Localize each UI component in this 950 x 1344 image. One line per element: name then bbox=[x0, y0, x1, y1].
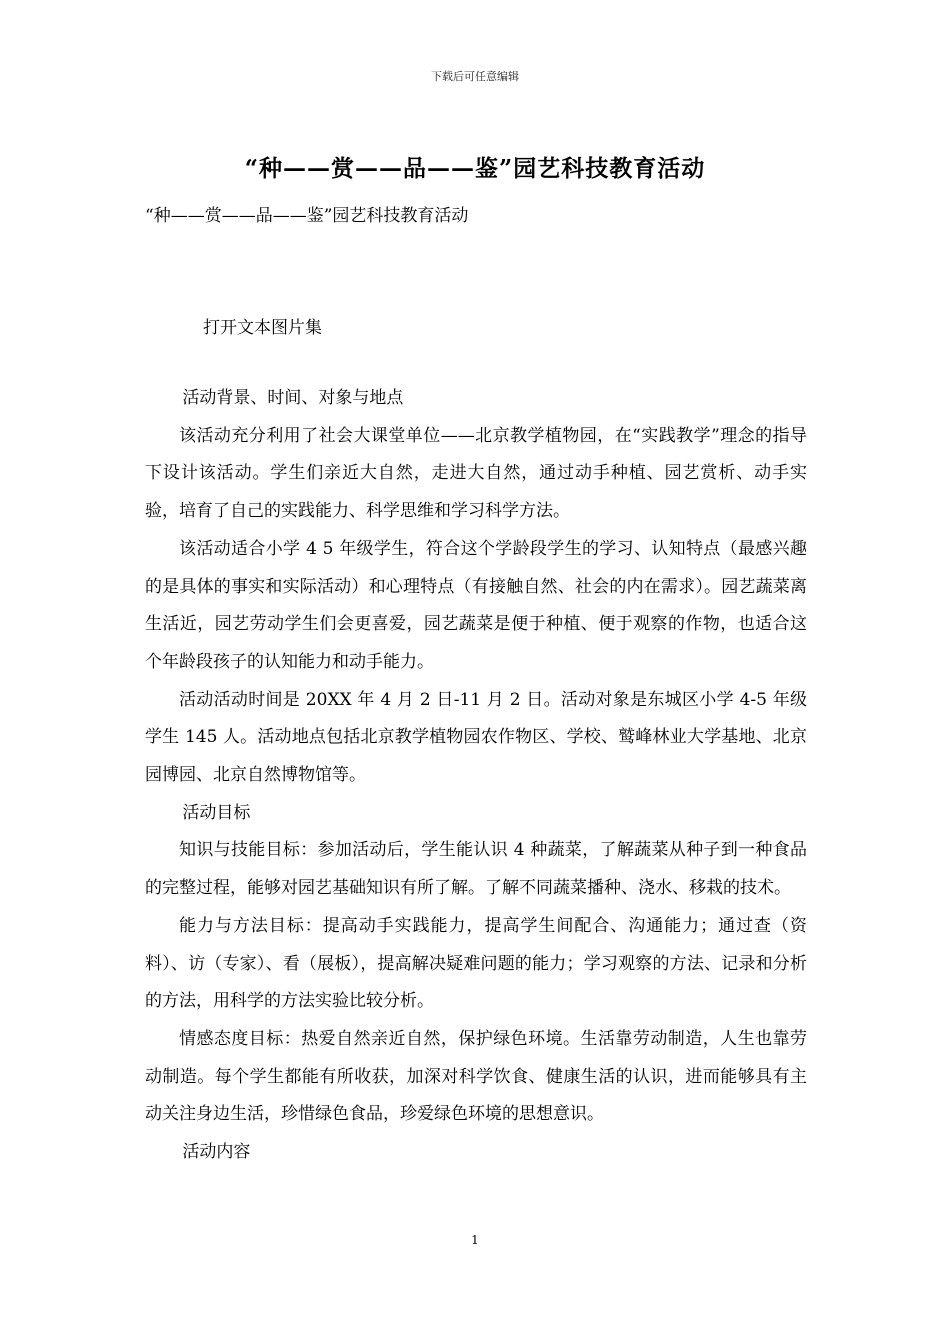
body-paragraph: 情感态度目标：热爱自然亲近自然，保护绿色环境。生活靠劳动制造，人生也靠劳动制造。每个学生都能有所收获，加深对科学饮食、健康生活的认识，进而能够具有主动关注身边生活，珍惜绿色食品，珍爱绿色环境的思想意识。 bbox=[145, 1028, 807, 1125]
open-image-gallery-link[interactable]: 打开文本图片集 bbox=[203, 318, 322, 338]
body-paragraph: 该活动充分利用了社会大课堂单位——北京教学植物园，在“实践教学”理念的指导下设计该活动。学生们亲近大自然，走进大自然，通过动手种植、园艺赏析、动手实验，培育了自己的实践能力、科学思维和学习科学方法。 bbox=[145, 425, 807, 522]
document-body bbox=[145, 380, 807, 1172]
page-number: 1 bbox=[471, 1233, 479, 1247]
document-subtitle: “种——赏——品——鉴”园艺科技教育活动 bbox=[145, 206, 469, 226]
document-title: “种——赏——品——鉴”园艺科技教育活动 bbox=[244, 155, 706, 182]
body-paragraph: 知识与技能目标：参加活动后，学生能认识 4 种蔬菜，了解蔬菜从种子到一种食品的完整过程，能够对园艺基础知识有所了解。了解不同蔬菜播种、浇水、移栽的技术。 bbox=[145, 840, 807, 899]
section-heading: 活动背景、时间、对象与地点 bbox=[182, 388, 404, 408]
header-note: 下载后可任意编辑 bbox=[431, 70, 519, 83]
body-paragraph: 能力与方法目标：提高动手实践能力，提高学生间配合、沟通能力；通过查（资料）、访（专家）、看（展板），提高解决疑难问题的能力；学习观察的方法、记录和分析的方法，用科学的方法实验比较分析。 bbox=[145, 915, 807, 1012]
body-paragraph: 该活动适合小学 4 5 年级学生，符合这个学龄段学生的学习、认知特点（最感兴趣的是具体的事实和实际活动）和心理特点（有接触自然、社会的内在需求）。园艺蔬菜离生活近，园艺劳动学生们会更喜爱，园艺蔬菜是便于种植、便于观察的作物，也适合这个年龄段孩子的认知能力和动手能力。 bbox=[145, 538, 807, 672]
body-paragraph: 活动活动时间是 20XX 年 4 月 2 日-11 月 2 日。活动对象是东城区小学 4-5 年级学生 145 人。活动地点包括北京教学植物园农作物区、学校、鹫峰林业大学基地、北京园博园、北京自然博物馆等。 bbox=[145, 689, 807, 786]
section-heading: 活动内容 bbox=[182, 1142, 251, 1163]
section-heading: 活动目标 bbox=[182, 802, 251, 823]
